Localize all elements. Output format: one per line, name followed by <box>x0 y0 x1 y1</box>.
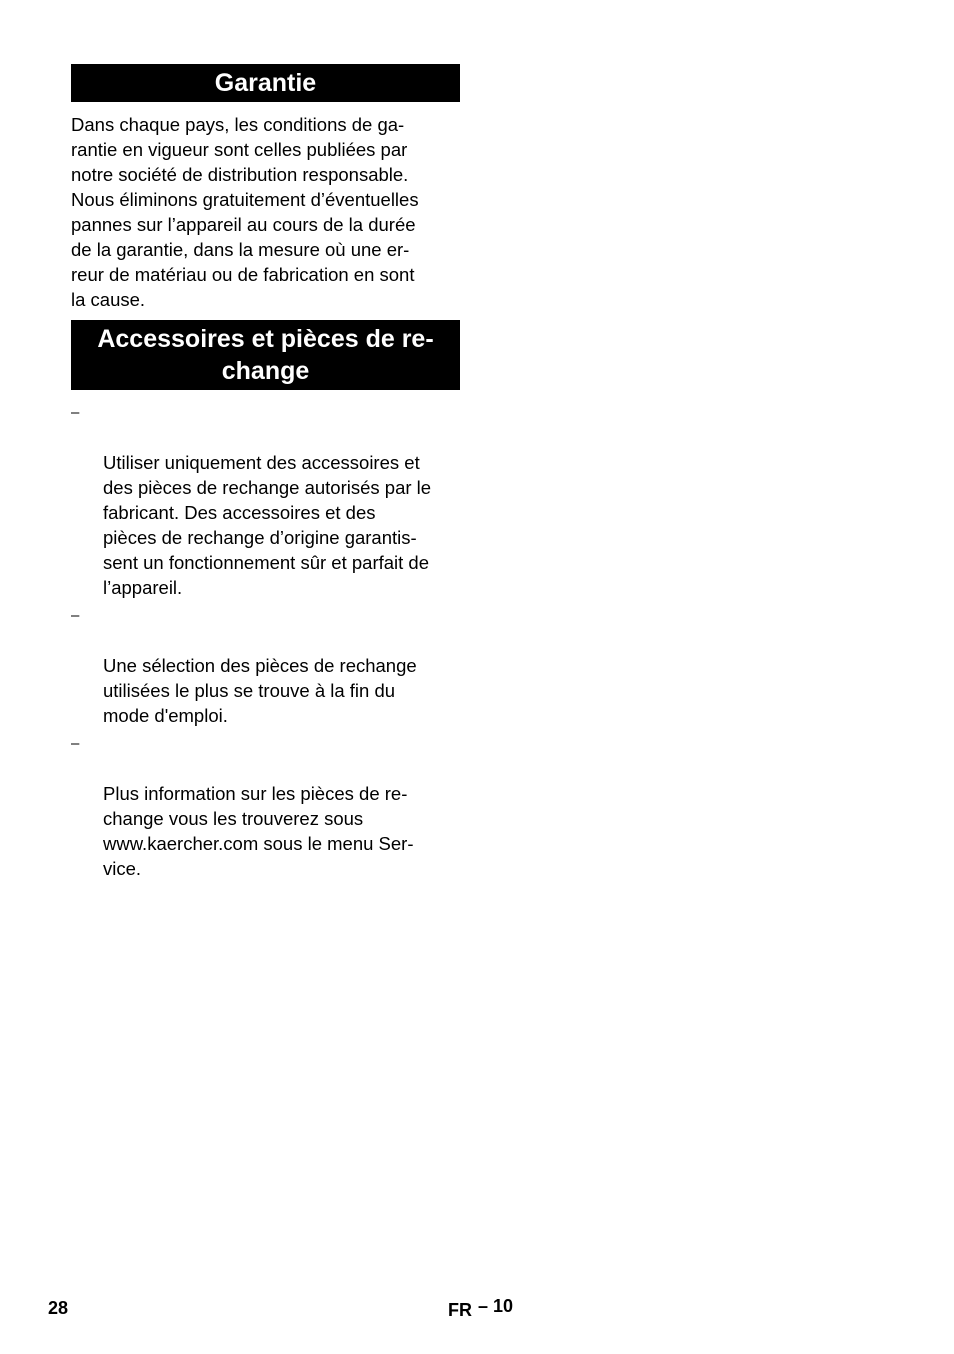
dash-bullet-icon: – <box>71 735 80 752</box>
footer-section-label <box>448 1296 514 1320</box>
list-item <box>71 400 460 600</box>
dash-bullet-icon: – <box>71 404 80 421</box>
list-item <box>71 731 460 881</box>
list-item-text: Une sélection des pièces de rechange utilisées le plus se trouve à la fin du mode d'emploi. <box>103 655 417 726</box>
page-number: 28 <box>48 1298 69 1318</box>
accessoires-heading: Accessoires et pièces de re- change <box>71 320 460 390</box>
dash-bullet-icon: – <box>71 607 80 624</box>
footer-section-page: – 10 <box>478 1296 514 1316</box>
list-item-text: Plus information sur les pièces de re- change vous les trouverez sous www.kaercher.com sous le menu Ser- vice. <box>103 783 414 879</box>
accessoires-list <box>71 400 460 881</box>
garantie-heading: Garantie <box>71 64 460 102</box>
list-item-text: Utiliser uniquement des accessoires et des pièces de rechange autorisés par le fabricant. Des accessoires et des pièces de rechange d’origine garantis- sent un fonctionnement sûr et parfait de l’appareil. <box>103 452 432 598</box>
garantie-body: Dans chaque pays, les conditions de ga- rantie en vigueur sont celles publiées par notre société de distribution responsable. Nous éliminons gratuitement d’éventuelles pannes sur l’appareil au cours de la durée de la garantie, dans la mesure où une er- reur de matériau ou de fabrication en sont la cause. <box>71 114 419 310</box>
main-column <box>71 64 460 884</box>
footer-language: FR <box>448 1300 472 1320</box>
list-item <box>71 603 460 728</box>
